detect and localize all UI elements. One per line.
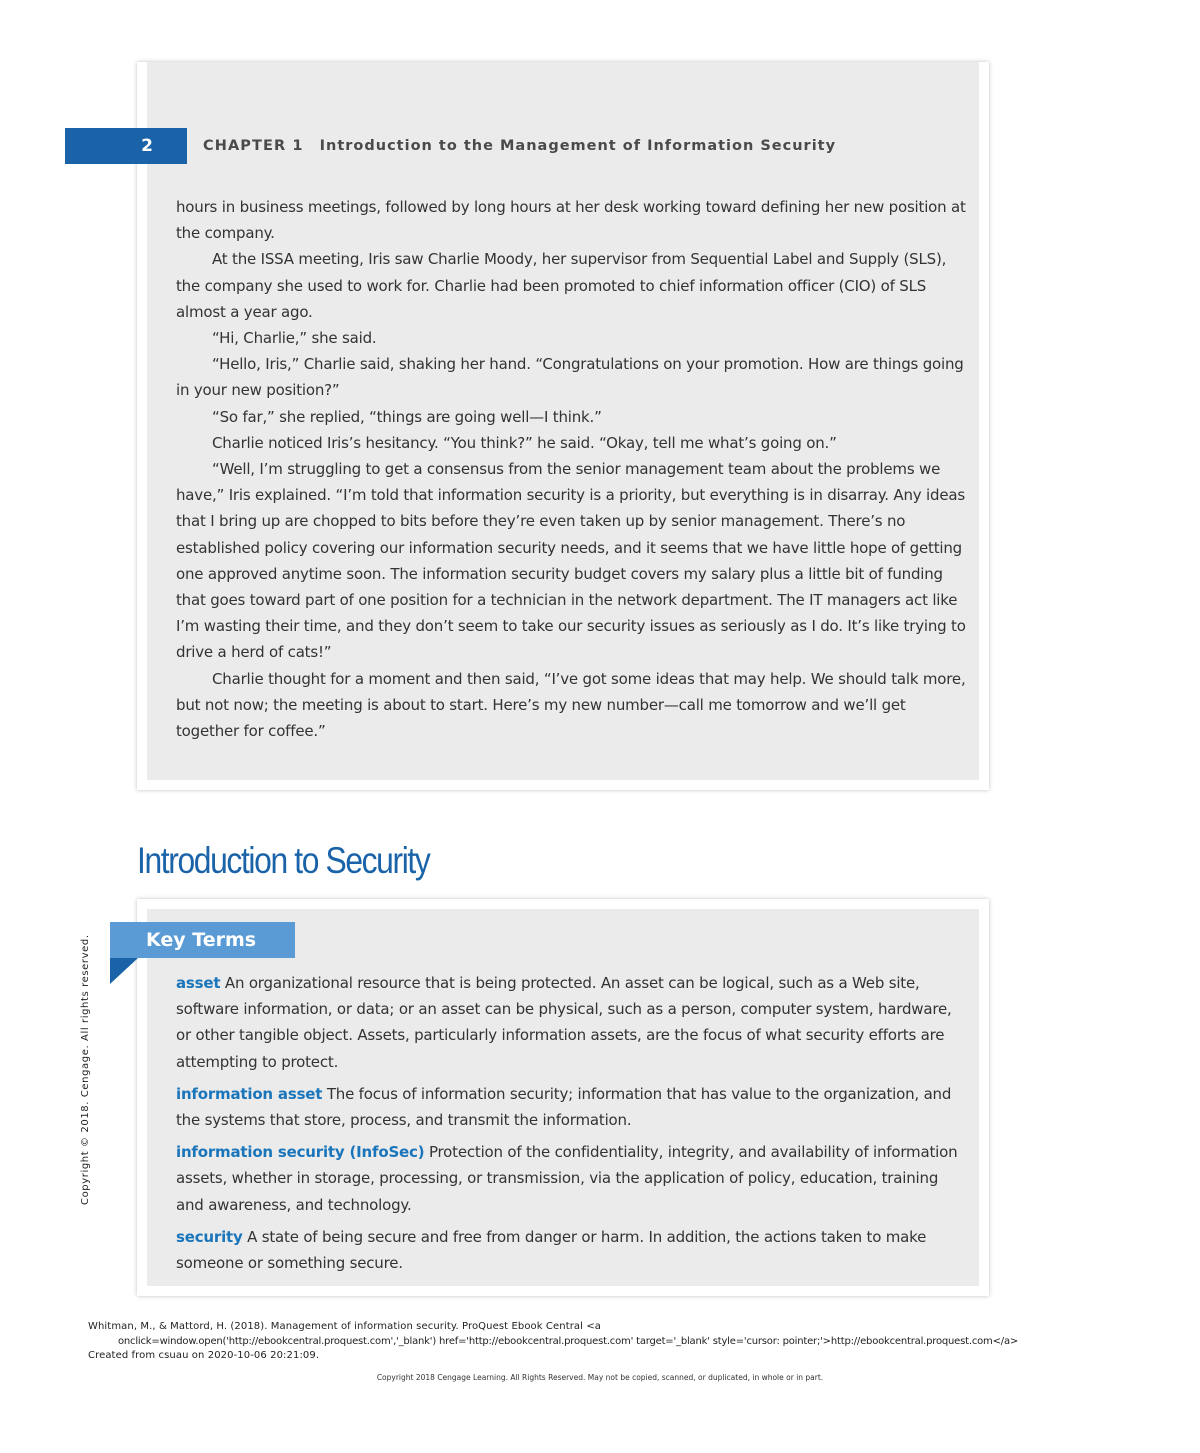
section-heading: Introduction to Security [137, 840, 430, 881]
story-paragraph: Charlie thought for a moment and then said, “I’ve got some ideas that may help. We should talk more, but not now; the meeting is about to start. Here’s my new number—call me tomorrow and we’ll get together for coffee.” [176, 669, 966, 741]
key-terms-tab: Key Terms [110, 922, 295, 958]
running-head [203, 138, 836, 154]
key-term: information security (InfoSec) [176, 1143, 425, 1162]
story-paragraph: At the ISSA meeting, Iris saw Charlie Moody, her supervisor from Sequential Label and Supply (SLS), the company she used to work for. Charlie had been promoted to chief information officer (CIO) of SLS almost a year ago. [176, 250, 947, 321]
key-term-item [176, 970, 966, 1075]
key-term-item [176, 1224, 966, 1276]
key-term-definition: An organizational resource that is being protected. An asset can be logical, such as a Web site, software information, or data; or an asset can be physical, such as a person, computer system, hardware, or other tangible object. Assets, particularly information assets, are the focus of what security efforts are attempting to protect. [176, 974, 952, 1071]
story-paragraph: “Hello, Iris,” Charlie said, shaking her hand. “Congratulations on your promotion. How are things going in your new position?” [176, 355, 964, 400]
citation-line-2: onclick=window.open('http://ebookcentral.proquest.com','_blank') href='http://ebookcentral.proquest.com' target='_blank' style='cursor: pointer;'>http://ebookcentral.proquest.com</a> [118, 1335, 1019, 1347]
key-term: information asset [176, 1084, 323, 1103]
key-term-item [176, 1139, 966, 1218]
footer-copyright: Copyright 2018 Cengage Learning. All Rights Reserved. May not be copied, scanned, or duplicated, in whole or in part. [376, 1373, 824, 1382]
story-paragraph: “Well, I’m struggling to get a consensus from the senior management team about the problems we have,” Iris explained. “I’m told that information security is a priority, but everything is in disarray. Any ideas that I bring up are chopped to bits before they’re even taken up by senior management. There’s no established policy covering our information security needs, and it seems that we have little hope of getting one approved anytime soon. The information security budget covers my salary plus a little bit of funding that goes toward part of one position for a technician in the network department. The IT managers act like I’m wasting their time, and they don’t seem to take our security issues as seriously as I do. It’s like trying to drive a herd of cats!” [176, 460, 966, 662]
key-term: security [176, 1227, 243, 1246]
key-terms-list [176, 970, 966, 1282]
story-paragraph: Charlie noticed Iris’s hesitancy. “You think?” he said. “Okay, tell me what’s going on.” [212, 433, 837, 452]
story-paragraph: “So far,” she replied, “things are going well—I think.” [212, 407, 602, 426]
key-term-item [176, 1081, 966, 1133]
side-copyright: Copyright © 2018. Cengage. All rights reserved. [80, 934, 91, 1205]
citation-line-3: Created from csuau on 2020-10-06 20:21:09. [88, 1350, 320, 1361]
story-paragraph: hours in business meetings, followed by long hours at her desk working toward defining her new position at the company. [176, 198, 966, 243]
key-term-definition: The focus of information security; information that has value to the organization, and the systems that store, process, and transmit the information. [176, 1084, 952, 1130]
key-terms-tab-fold [110, 958, 138, 984]
page-number: 2 [65, 128, 187, 164]
chapter-title: Introduction to the Management of Information Security [319, 138, 837, 154]
chapter-label: CHAPTER 1 [203, 138, 304, 154]
citation-line-1: Whitman, M., & Mattord, H. (2018). Management of information security. ProQuest Ebook Central <a [88, 1321, 602, 1332]
story-text [176, 194, 966, 744]
citation [88, 1320, 1168, 1364]
key-term: asset [176, 974, 221, 992]
story-paragraph: “Hi, Charlie,” she said. [212, 329, 377, 348]
key-term-definition: A state of being secure and free from danger or harm. In addition, the actions taken to make someone or something secure. [176, 1227, 927, 1273]
key-term-definition: Protection of the confidentiality, integrity, and availability of information assets, whether in storage, processing, or transmission, via the application of policy, education, training and awareness, and technology. [176, 1143, 958, 1214]
